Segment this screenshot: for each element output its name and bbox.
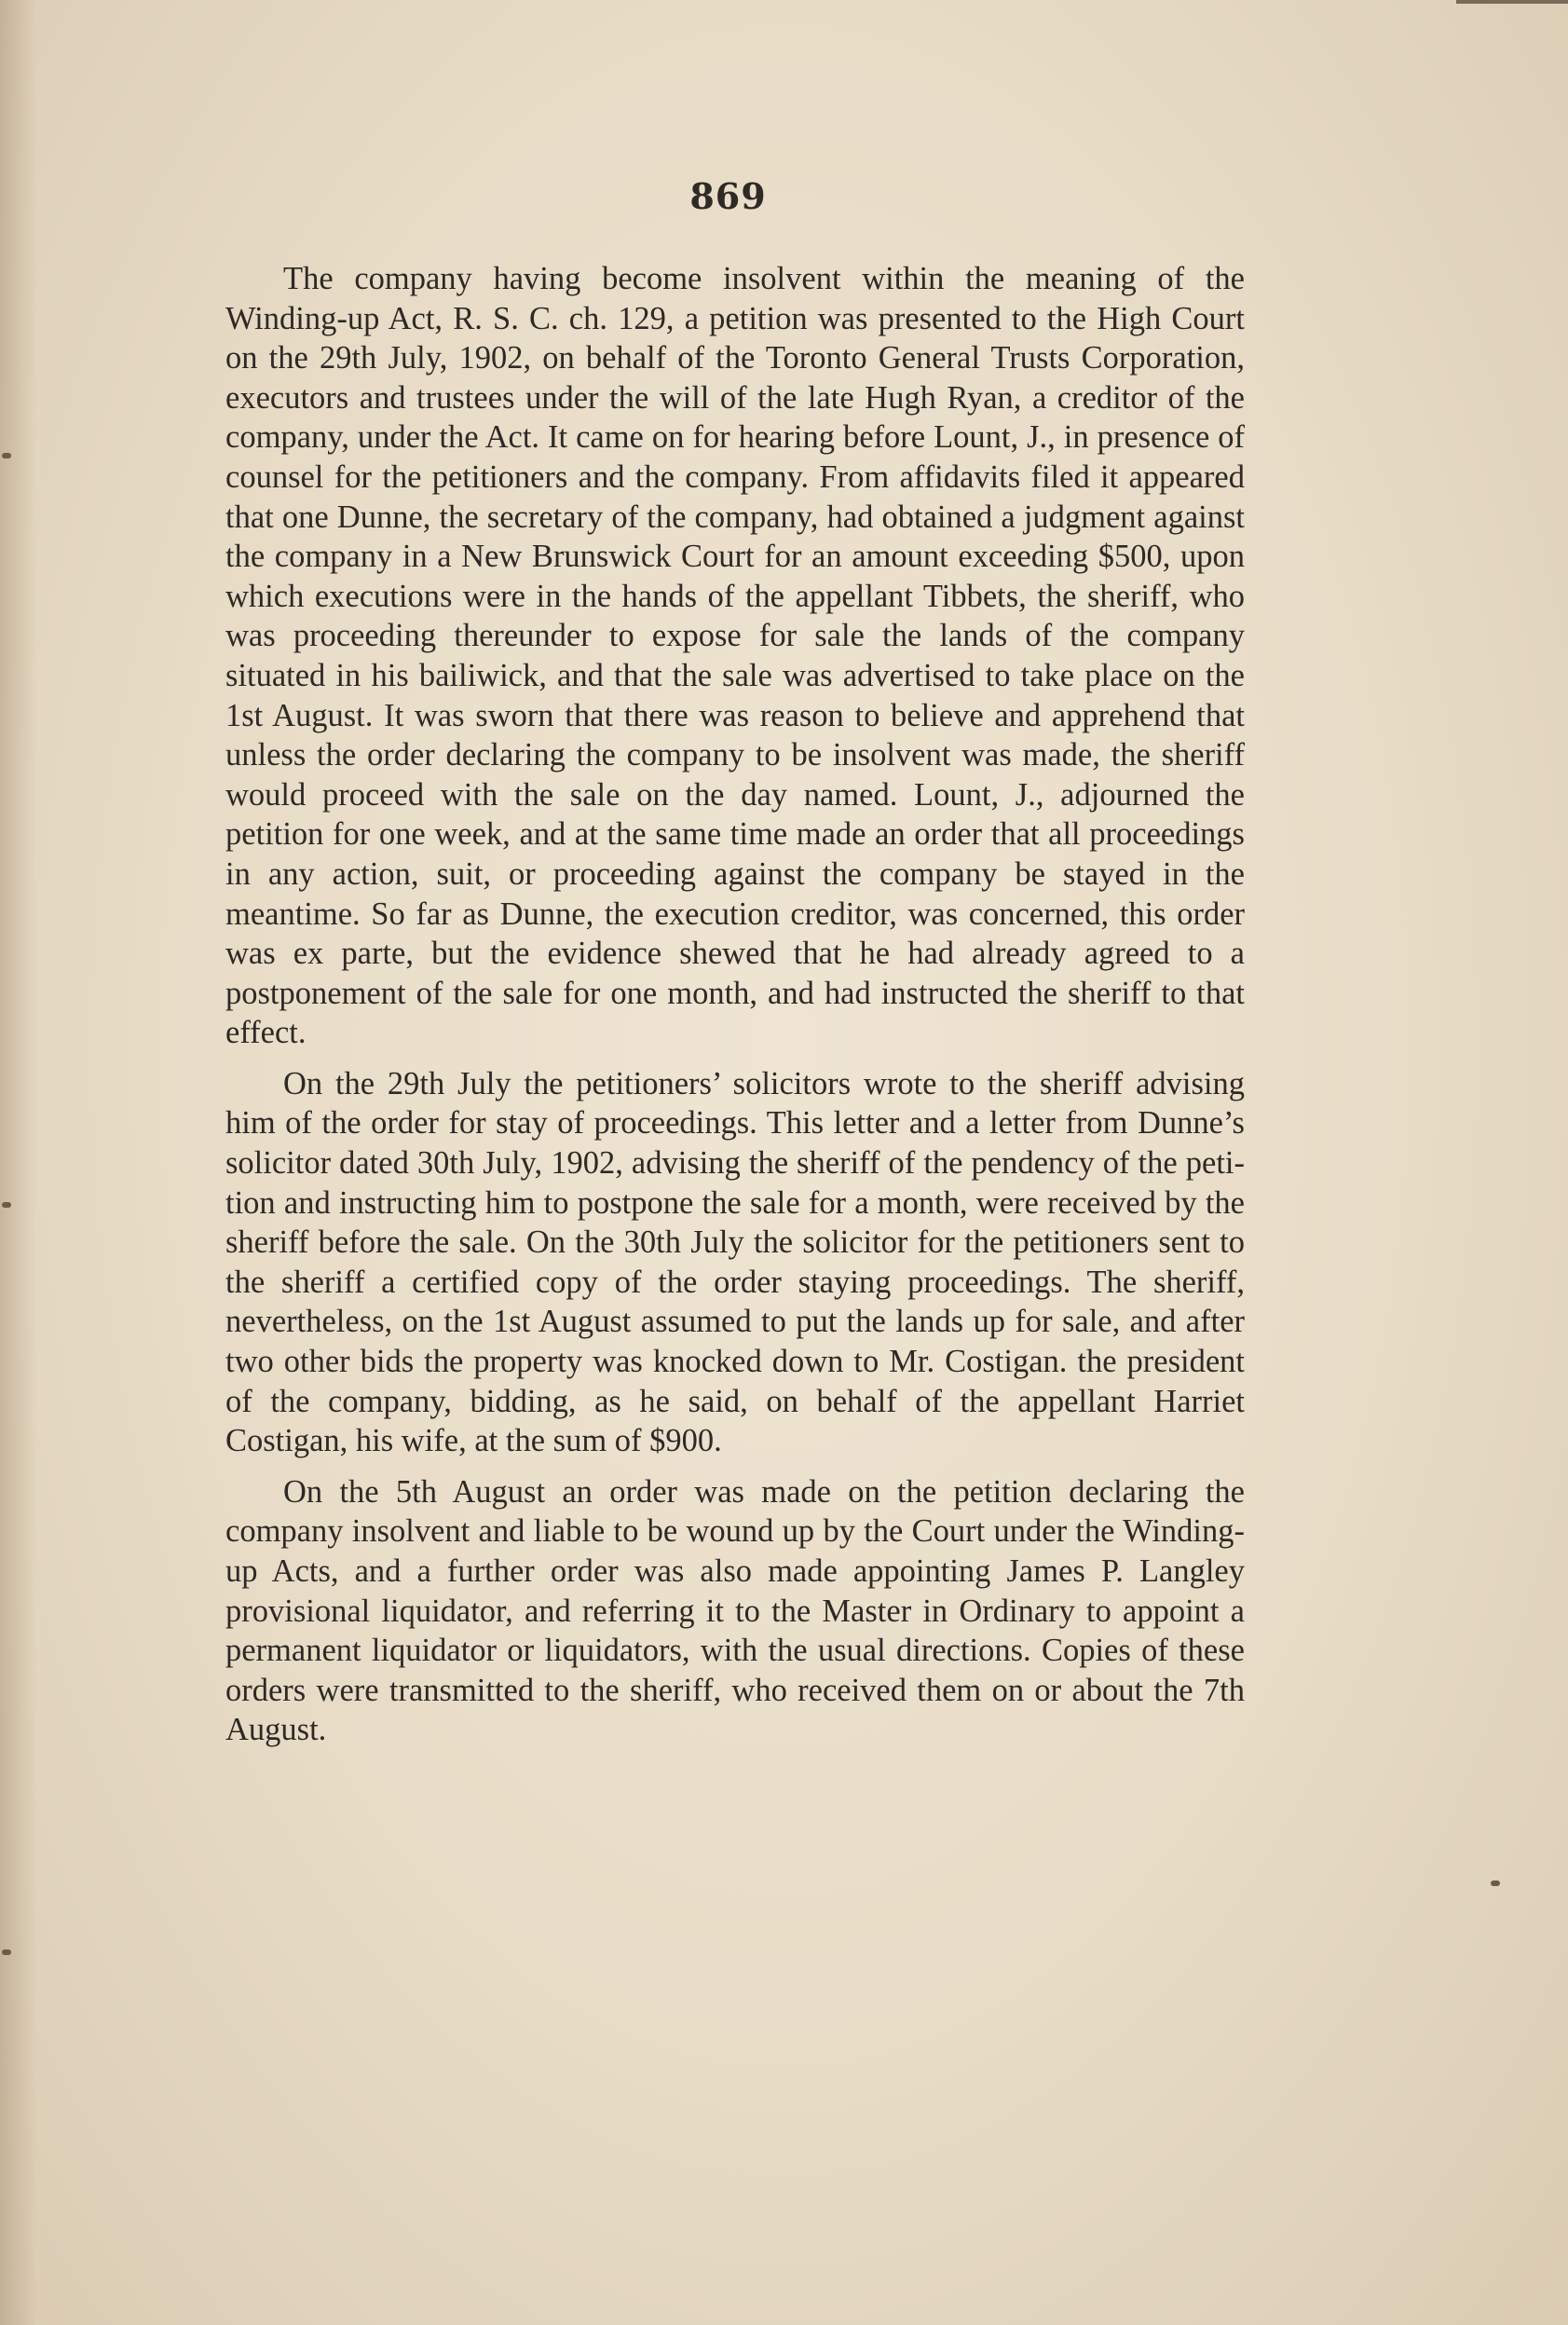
binding-shadow [0, 0, 37, 2325]
paragraph: On the 29th July the petitioners’ solicitors wrote to the sheriff advising him of the order for stay of proceedings. This letter and a letter from Dunne’s solicitor dated 30th July, 1902, advising the sheriff of the pendency of the petition and instructing him to postpone the sale for a month, were received by the sheriff before the sale. On the 30th July the solicitor for the petitioners sent to the sheriff a certified copy of the order staying proceedings. The sheriff, nevertheless, on the 1st August assumed to put the lands up for sale, and after two other bids the property was knocked down to Mr. Costigan. the president of the company, bidding, as he said, on behalf of the appellant Harriet Costigan, his wife, at the sum of $900. [225, 1065, 1245, 1459]
page-number: 869 [689, 175, 767, 217]
margin-mark [2, 453, 11, 458]
margin-mark [2, 1202, 11, 1208]
margin-mark [2, 1949, 11, 1955]
margin-mark [1491, 1881, 1500, 1886]
top-edge-rule [1456, 0, 1568, 4]
paragraph: The company having become insolvent within the meaning of the Winding-up Act, R. S. C. ch. 129, a petition was presented to the High Court on the 29th July, 1902, on behalf of the Toronto General Trusts Corporation, executors and trustees under the will of the late Hugh Ryan, a creditor of the company, under the Act. It came on for hearing before Lount, J., in presence of counsel for the petitioners and the company. From affidavits filed it appeared that one Dunne, the secretary of the company, had obtained a judgment against the company in a New Brunswick Court for an amount exceeding $500, upon which executions were in the hands of the appellant Tibbets, the sheriff, who was proceeding thereunder to expose for sale the lands of the company situated in his bailiwick, and that the sale was advertised to take place on the 1st August. It was sworn that there was reason to believe and apprehend that unless the order declaring the company to be insolvent was made, the sheriff would proceed with the sale on the day named. Lount, J., adjourned the petition for one week, and at the same time made an order that all proceedings in any action, suit, or proceeding against the company be stayed in the meantime. So far as Dunne, the execution creditor, was concerned, this order was ex parte, but the evidence shewed that he had already agreed to a postponement of the sale for one month, and had instructed the sheriff to that effect. [225, 261, 1245, 1051]
body-text [225, 259, 1245, 1761]
paragraph: On the 5th August an order was made on the petition declaring the company insolvent and liable to be wound up by the Court under the Winding-up Acts, and a further order was also made appointing James P. Langley provisional liquidator, and referring it to the Master in Ordinary to appoint a permanent liquidator or liquidators, with the usual directions. Copies of these orders were transmitted to the sheriff, who received them on or about the 7th August. [225, 1473, 1245, 1748]
